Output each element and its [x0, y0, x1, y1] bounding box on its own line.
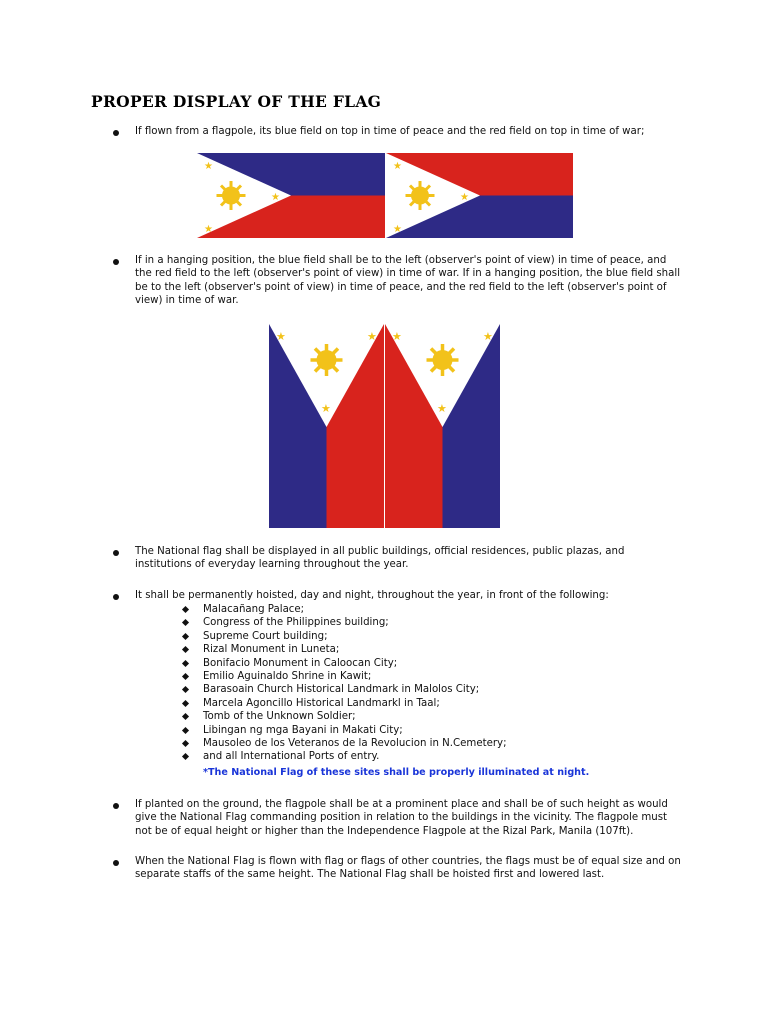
diamond-bullet-icon: [182, 660, 189, 667]
diamond-bullet-icon: [182, 700, 189, 707]
bullet-dot-icon: [113, 803, 119, 809]
list-item: and all International Ports of entry.: [181, 750, 507, 763]
list-item: Barasoain Church Historical Landmark in Malolos City;: [181, 683, 507, 696]
list-item: Marcela Agoncillo Historical Landmarkl in Taal;: [181, 697, 507, 710]
paragraph-planted-on-ground: If planted on the ground, the flagpole shall be at a prominent place and shall be of such height as would give the National Flag commanding position in relation to the buildings in the vicinity. The flagpole must not be of equal height or higher than the Independence Flagpole at the Rizal Park, Manila (107ft).: [135, 799, 668, 837]
diamond-bullet-icon: [182, 673, 189, 680]
svg-text:★: ★: [367, 330, 377, 343]
svg-text:★: ★: [460, 192, 469, 203]
list-item: Emilio Aguinaldo Shrine in Kawit;: [181, 670, 507, 683]
sites-list: [181, 603, 507, 764]
illumination-note: *The National Flag of these sites shall be properly illuminated at night.: [203, 767, 590, 778]
svg-text:★: ★: [392, 330, 402, 343]
paragraph-flagpole: If flown from a flagpole, its blue field on top in time of peace and the red field on top in time of war;: [135, 126, 645, 137]
flag-war-vertical: [385, 324, 500, 528]
paragraph-hanging: If in a hanging position, the blue field shall be to the left (observer's point of view) in time of peace, and the red field to the left (observer's point of view) in time of war. If in a hanging position, the blue field shall be to the left (observer's point of view) in time of peace, and the red field to the left (observer's point of view) in time of war.: [135, 255, 681, 307]
diamond-bullet-icon: [182, 713, 189, 720]
bullet-dot-icon: [113, 860, 119, 866]
diamond-bullet-icon: [182, 686, 189, 693]
svg-text:★: ★: [393, 161, 402, 172]
diamond-bullet-icon: [182, 606, 189, 613]
list-item: Libingan ng mga Bayani in Makati City;: [181, 724, 507, 737]
list-item: Congress of the Philippines building;: [181, 616, 507, 629]
page-title: PROPER DISPLAY OF THE FLAG: [91, 92, 382, 111]
diamond-bullet-icon: [182, 633, 189, 640]
list-item: Malacañang Palace;: [181, 603, 507, 616]
svg-text:★: ★: [276, 330, 286, 343]
diamond-bullet-icon: [182, 727, 189, 734]
diamond-bullet-icon: [182, 619, 189, 626]
bullet-dot-icon: [113, 550, 119, 556]
bullet-dot-icon: [113, 594, 119, 600]
paragraph-other-countries: When the National Flag is flown with flag or flags of other countries, the flags must be of equal size and on separate staffs of the same height. The National Flag shall be hoisted first and lowered last.: [135, 856, 681, 881]
bullet-dot-icon: [113, 130, 119, 136]
flag-war-horizontal: [386, 153, 573, 238]
paragraph-permanently-hoisted: It shall be permanently hoisted, day and night, throughout the year, in front of the following:: [135, 590, 609, 601]
svg-text:★: ★: [437, 402, 447, 415]
list-item: Mausoleo de los Veteranos de la Revolucion in N.Cemetery;: [181, 737, 507, 750]
svg-text:★: ★: [393, 224, 402, 235]
list-item: Supreme Court building;: [181, 630, 507, 643]
list-item: Bonifacio Monument in Caloocan City;: [181, 657, 507, 670]
list-item: Rizal Monument in Luneta;: [181, 643, 507, 656]
flag-peace-horizontal: [197, 153, 385, 238]
svg-text:★: ★: [321, 402, 331, 415]
paragraph-public-buildings: The National flag shall be displayed in all public buildings, official residences, public plazas, and institutions of everyday learning throughout the year.: [135, 546, 625, 571]
bullet-dot-icon: [113, 259, 119, 265]
svg-text:★: ★: [271, 192, 280, 203]
diamond-bullet-icon: [182, 740, 189, 747]
flag-peace-vertical: [269, 324, 384, 528]
svg-text:★: ★: [204, 161, 213, 172]
list-item: Tomb of the Unknown Soldier;: [181, 710, 507, 723]
svg-text:★: ★: [483, 330, 493, 343]
diamond-bullet-icon: [182, 753, 189, 760]
diamond-bullet-icon: [182, 646, 189, 653]
svg-text:★: ★: [204, 224, 213, 235]
